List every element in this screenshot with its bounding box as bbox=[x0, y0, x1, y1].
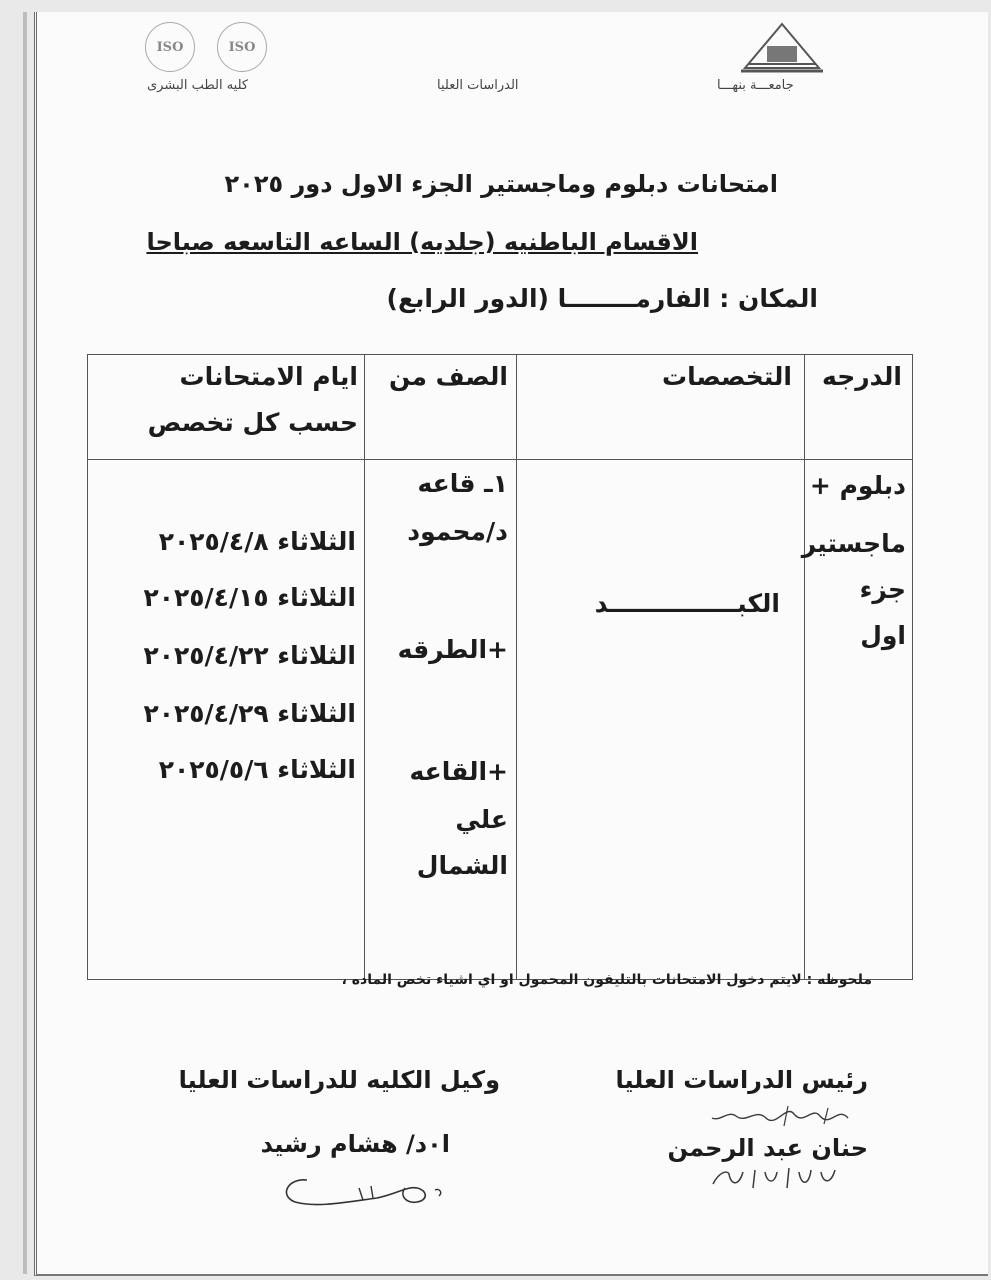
university-name: جامعـــة بنهـــا bbox=[717, 78, 794, 93]
specialty-name: الكبـــــــــــــــد bbox=[594, 589, 780, 618]
room-line: ١ـ قاعه bbox=[417, 469, 508, 498]
signature-name-left: ا٠د/ هشام رشيد bbox=[260, 1130, 450, 1158]
department-name: الدراسات العليا bbox=[437, 78, 519, 93]
header-exam-days: ايام الامتحانات bbox=[179, 362, 358, 391]
exam-day: الثلاثاء ٢٠٢٥/٤/٢٩ bbox=[143, 699, 356, 728]
exam-day: الثلاثاء ٢٠٢٥/٤/٢٢ bbox=[143, 641, 356, 670]
header-row-from: الصف من bbox=[388, 362, 508, 391]
signature-name-right: حنان عبد الرحمن bbox=[667, 1134, 868, 1162]
exam-title: امتحانات دبلوم وماجستير الجزء الاول دور ٢٠٢٥ bbox=[224, 170, 778, 198]
degree-line: دبلوم + bbox=[809, 471, 906, 500]
room-line: علي bbox=[455, 805, 508, 834]
room-line: الشمال bbox=[416, 851, 508, 880]
exam-day: الثلاثاء ٢٠٢٥/٥/٦ bbox=[158, 755, 356, 784]
iso-badge: ISO bbox=[217, 22, 267, 72]
note-text: ملحوظه : لايتم دخول الامتحانات بالتليفون المحمول او اي اشياء تخص الماده ، bbox=[341, 972, 872, 988]
header-exam-days-sub: حسب كل تخصص bbox=[147, 408, 358, 437]
room-line: د/محمود bbox=[407, 517, 508, 546]
handwritten-number bbox=[703, 1162, 843, 1194]
header-specialties: التخصصات bbox=[662, 362, 792, 391]
university-logo bbox=[737, 16, 827, 76]
header-degree: الدرجه bbox=[822, 362, 902, 391]
signature-title-right: رئيس الدراسات العليا bbox=[615, 1066, 868, 1094]
document-page bbox=[34, 12, 988, 1276]
degree-line: ماجستير bbox=[801, 529, 906, 558]
faculty-name: كليه الطب البشرى bbox=[147, 78, 249, 93]
iso-badge: ISO bbox=[145, 22, 195, 72]
section-title: الاقسام الباطنيه (جلديه) الساعه التاسعه صباحا bbox=[146, 228, 698, 256]
room-line: +القاعه bbox=[409, 757, 508, 786]
handwritten-signature-left bbox=[267, 1166, 457, 1212]
degree-line: جزء bbox=[859, 575, 906, 604]
exam-schedule-table bbox=[87, 354, 913, 980]
exam-location: المكان : الفارمــــــــا (الدور الرابع) bbox=[386, 284, 818, 313]
degree-line: اول bbox=[860, 621, 906, 650]
handwritten-signature-right bbox=[648, 1098, 858, 1134]
exam-day: الثلاثاء ٢٠٢٥/٤/١٥ bbox=[143, 583, 356, 612]
room-line: +الطرقه bbox=[397, 635, 508, 664]
signature-title-left: وكيل الكليه للدراسات العليا bbox=[178, 1066, 500, 1094]
exam-day: الثلاثاء ٢٠٢٥/٤/٨ bbox=[158, 527, 356, 556]
